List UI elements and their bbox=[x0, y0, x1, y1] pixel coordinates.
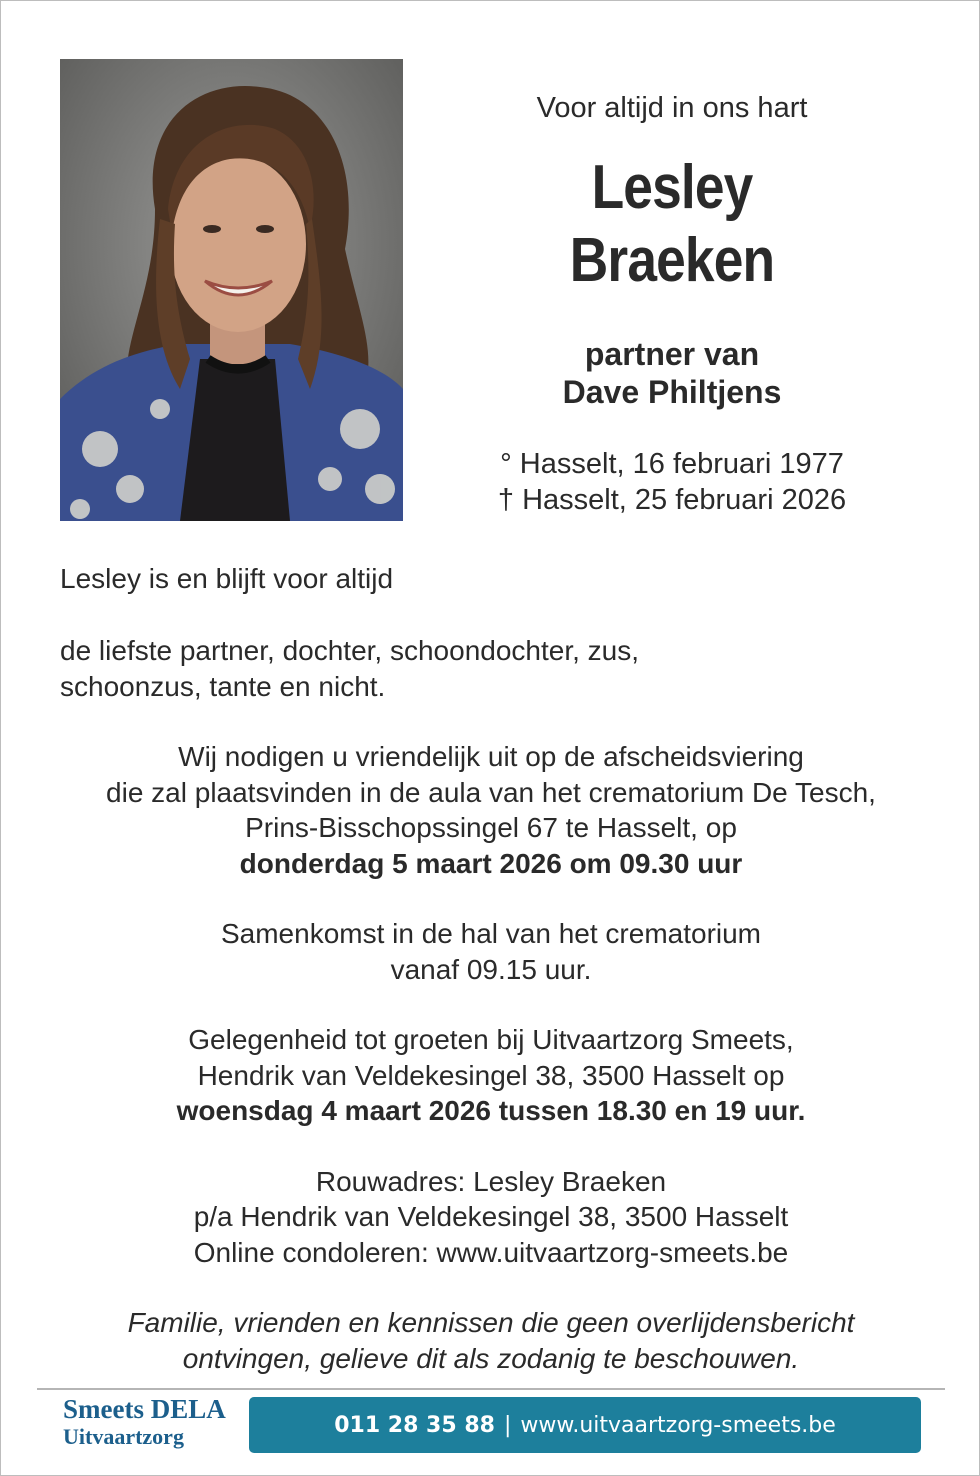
death-date: † Hasselt, 25 februari 2026 bbox=[497, 484, 847, 516]
ceremony-line: Wij nodigen u vriendelijk uit op de afscheidsviering bbox=[178, 741, 804, 772]
deceased-name bbox=[473, 151, 870, 297]
first-name: Lesley bbox=[591, 153, 753, 222]
address-line: Rouwadres: Lesley Braeken bbox=[315, 1165, 667, 1197]
ceremony-datetime: donderdag 5 maart 2026 om 09.30 uur bbox=[239, 847, 743, 879]
gathering-line: Samenkomst in de hal van het crematorium bbox=[220, 918, 762, 949]
intro-text bbox=[60, 561, 920, 705]
website-link[interactable]: www.uitvaartzorg-smeets.be bbox=[520, 1412, 836, 1438]
notice-line: Familie, vrienden en kennissen die geen overlijdensbericht bbox=[127, 1307, 855, 1338]
details-text bbox=[41, 739, 941, 1376]
condolence-line: Online condoleren: www.uitvaartzorg-smeets.be bbox=[193, 1236, 789, 1268]
relation-label: partner van bbox=[584, 336, 760, 372]
ceremony-line: die zal plaatsvinden in de aula van het crematorium De Tesch, bbox=[106, 776, 876, 808]
last-name: Braeken bbox=[569, 226, 775, 295]
intro-line: schoonzus, tante en nicht. bbox=[60, 671, 386, 702]
contact-separator: | bbox=[503, 1412, 512, 1438]
partner-name: Dave Philtjens bbox=[562, 374, 782, 410]
motto: Voor altijd in ons hart bbox=[536, 92, 808, 124]
intro-line: de liefste partner, dochter, schoondochter, zus, bbox=[60, 635, 640, 666]
funeral-home-logo bbox=[63, 1394, 253, 1450]
contact-bar bbox=[249, 1397, 921, 1453]
partner-info bbox=[441, 335, 903, 411]
life-dates bbox=[441, 446, 903, 518]
logo-subtitle: Uitvaartzorg bbox=[63, 1424, 184, 1449]
portrait-photo bbox=[60, 59, 403, 521]
address-line: p/a Hendrik van Veldekesingel 38, 3500 Hasselt bbox=[193, 1201, 789, 1232]
visitation-line: Hendrik van Veldekesingel 38, 3500 Hasselt op bbox=[197, 1059, 785, 1091]
visitation-datetime: woensdag 4 maart 2026 tussen 18.30 en 19 uur. bbox=[176, 1095, 806, 1126]
header-block bbox=[441, 87, 903, 518]
logo-brand: Smeets DELA bbox=[63, 1394, 226, 1424]
birth-date: ° Hasselt, 16 februari 1977 bbox=[500, 448, 844, 480]
notice-line: ontvingen, gelieve dit als zodanig te beschouwen. bbox=[182, 1342, 800, 1374]
visitation-line: Gelegenheid tot groeten bij Uitvaartzorg Smeets, bbox=[188, 1024, 794, 1055]
phone-number[interactable]: 011 28 35 88 bbox=[334, 1412, 495, 1438]
ceremony-line: Prins-Bisschopssingel 67 te Hasselt, op bbox=[245, 812, 737, 843]
gathering-line: vanaf 09.15 uur. bbox=[390, 953, 592, 985]
intro-line: Lesley is en blijft voor altijd bbox=[60, 563, 394, 594]
footer-divider bbox=[37, 1388, 945, 1390]
